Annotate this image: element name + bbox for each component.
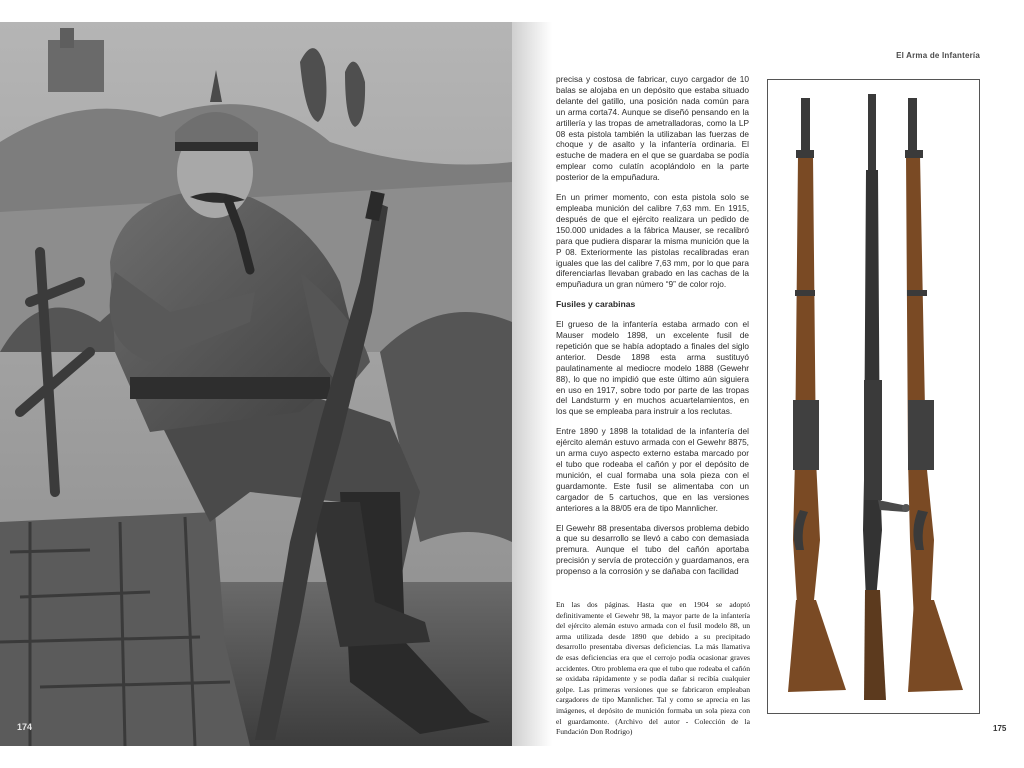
section-heading: Fusiles y carabinas: [556, 299, 636, 310]
backdrop-castle: [48, 40, 104, 92]
rifle-left: [788, 98, 846, 692]
rifle-middle: [863, 94, 910, 700]
left-page: [0, 22, 512, 746]
rifles-photo: [768, 80, 979, 713]
paragraph-5: El Gewehr 88 presentaba diversos problema debido a que su desarrollo se llevó a cabo con demasiada premura. Aunque el tubo del cañón aportaba precisión y servía de protección y guardamanos, era propenso a la corrosión y se dañaba con facilidad: [556, 522, 749, 577]
paragraph-3: El grueso de la infantería estaba armado con el Mauser modelo 1898, un excelente fusil de repetición que se había adoptado a finales del siglo anterior. Desde 1898 esta arma sustituyó paulatinamente al mediocre modelo 1888 (Gewehr 88), lo que no impidió que este último aún siguiera en uso en 1917, sobre todo por parte de las tropas del Landsturm y en muchos acuartelamientos, en los que se empleaba para instruir a los reclutas.: [556, 319, 749, 417]
right-page: [512, 22, 1024, 746]
book-spread: [0, 22, 1024, 746]
page-number-right: 175: [993, 724, 1007, 733]
body-text-column: [556, 74, 749, 586]
backdrop-castle-tower: [60, 28, 74, 48]
soldier-portrait-photo: [0, 22, 512, 746]
photo-caption: En las dos páginas. Hasta que en 1904 se adoptó definitivamente el Gewehr 98, la mayor parte de la infantería del ejército alemán estuvo armada con el fusil modelo 88, un arma utilizada desde 1890 que debido a su precipitado desarrollo presentaba diversas deficiencias. La más llamativa de esas deficiencias era que el cerrojo podía ocasionar graves accidentes. Otro problema era que el tubo que rodeaba el cañón se oxidaba rápidamente y se podía dañar si recibía cualquier golpe. Las primeras versiones que se fabricaron empleaban cargadores de tipo Mannlicher. Tal y como se aprecia en las imágenes, el depósito de munición formaba un sola pieza con el guardamonte. (Archivo del autor - Colección de la Fundación Don Rodrigo): [556, 600, 750, 737]
paragraph-1: precisa y costosa de fabricar, cuyo cargador de 10 balas se alojaba en un depósito que estaba situado delante del gatillo, una posición nada común para un arma corta74. Aunque se diseñó pensando en la artillería y las tropas de ametralladoras, como la LP 08 esta pistola también la utilizaban las fuerzas de choque y de asalto y la infantería ordinaria. El estuche de madera en el que se guardaba se podía emplear como culatín acoplándolo en la parte posterior de la empuñadura.: [556, 74, 749, 183]
paragraph-4: Entre 1890 y 1898 la totalidad de la infantería del ejército alemán estuvo armada con el Gewehr 8875, un arma cuyo aspecto externo estaba marcado por el tubo que rodeaba el cañón y por el depósito de munición, el cual formaba una sola pieza con el guardamonte. Este fusil se alimentaba con un cargador de 5 cartuchos, que en las versiones anteriores a la 88/05 era de tipo Mannlicher.: [556, 426, 749, 513]
running-head: El Arma de Infantería: [896, 51, 980, 60]
soldier-belt: [130, 377, 330, 399]
rifle-right: [905, 98, 963, 692]
paragraph-2: En un primer momento, con esta pistola solo se empleaba munición del calibre 7,63 mm. En 1915, después de que el ejército realizara un pedido de 150.000 unidades a la fábrica Mauser, se recalibró para que pudiera disparar la misma munición que la P 08. Exteriormente las pistolas recalibradas eran iguales que las del calibre 7,63 mm, por lo que para diferenciarlas llevaban grabado en las cachas de la empuñadura un gran número “9” de color rojo.: [556, 192, 749, 290]
rifles-photo-frame: [767, 79, 980, 714]
page-number-left: 174: [17, 722, 33, 732]
